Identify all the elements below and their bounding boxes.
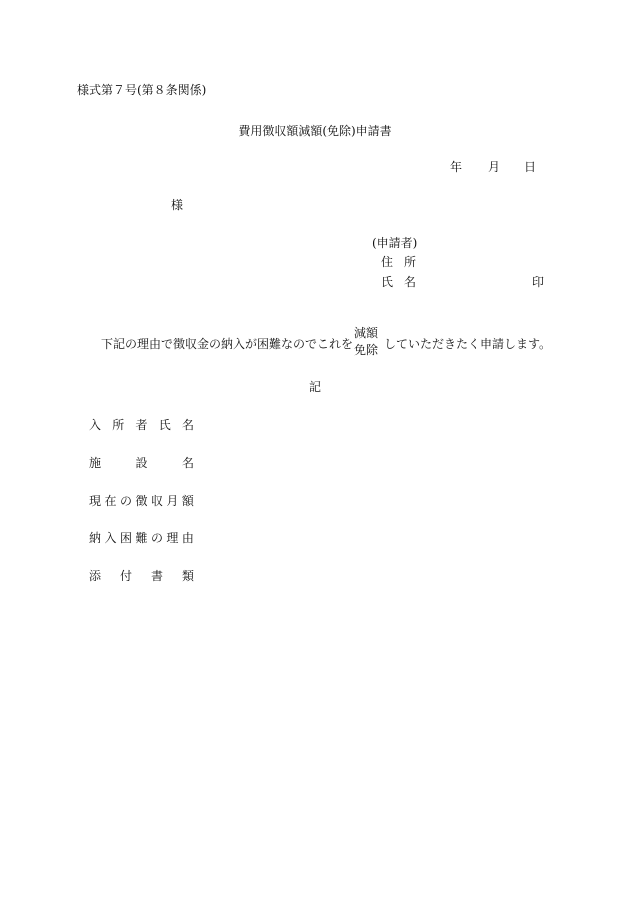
name-label: 氏名 bbox=[381, 275, 428, 289]
form-number: 様式第７号(第８条関係) bbox=[77, 83, 207, 97]
field-attached-documents: 添 付 書 類 bbox=[89, 569, 194, 583]
reduction-exemption-choice bbox=[353, 327, 379, 361]
body-text-before: 下記の理由で徴収金の納入が困難なのでこれを bbox=[101, 337, 354, 351]
choice-reduction: 減額 bbox=[353, 326, 378, 340]
seal-mark: 印 bbox=[532, 275, 545, 289]
applicant-label: (申請者) bbox=[372, 236, 418, 250]
date-year: 年 bbox=[450, 160, 463, 174]
date-line bbox=[450, 161, 536, 173]
ki-heading: 記 bbox=[308, 380, 321, 394]
field-current-monthly-amount: 現 在 の 徴 収 月 額 bbox=[89, 494, 194, 508]
date-day: 日 bbox=[524, 160, 537, 174]
address-label: 住所 bbox=[381, 255, 428, 269]
field-facility-name: 施 設 名 bbox=[89, 456, 194, 470]
date-month: 月 bbox=[488, 160, 501, 174]
body-text-after: していただきたく申請します。 bbox=[384, 337, 552, 351]
choice-exemption: 免除 bbox=[353, 343, 378, 357]
field-resident-name: 入 所 者 氏 名 bbox=[89, 418, 194, 432]
addressee-suffix: 様 bbox=[171, 198, 184, 212]
field-payment-difficulty-reason: 納 入 困 難 の 理 由 bbox=[89, 531, 194, 545]
document-title: 費用徴収額減額(免除)申請書 bbox=[238, 124, 392, 138]
